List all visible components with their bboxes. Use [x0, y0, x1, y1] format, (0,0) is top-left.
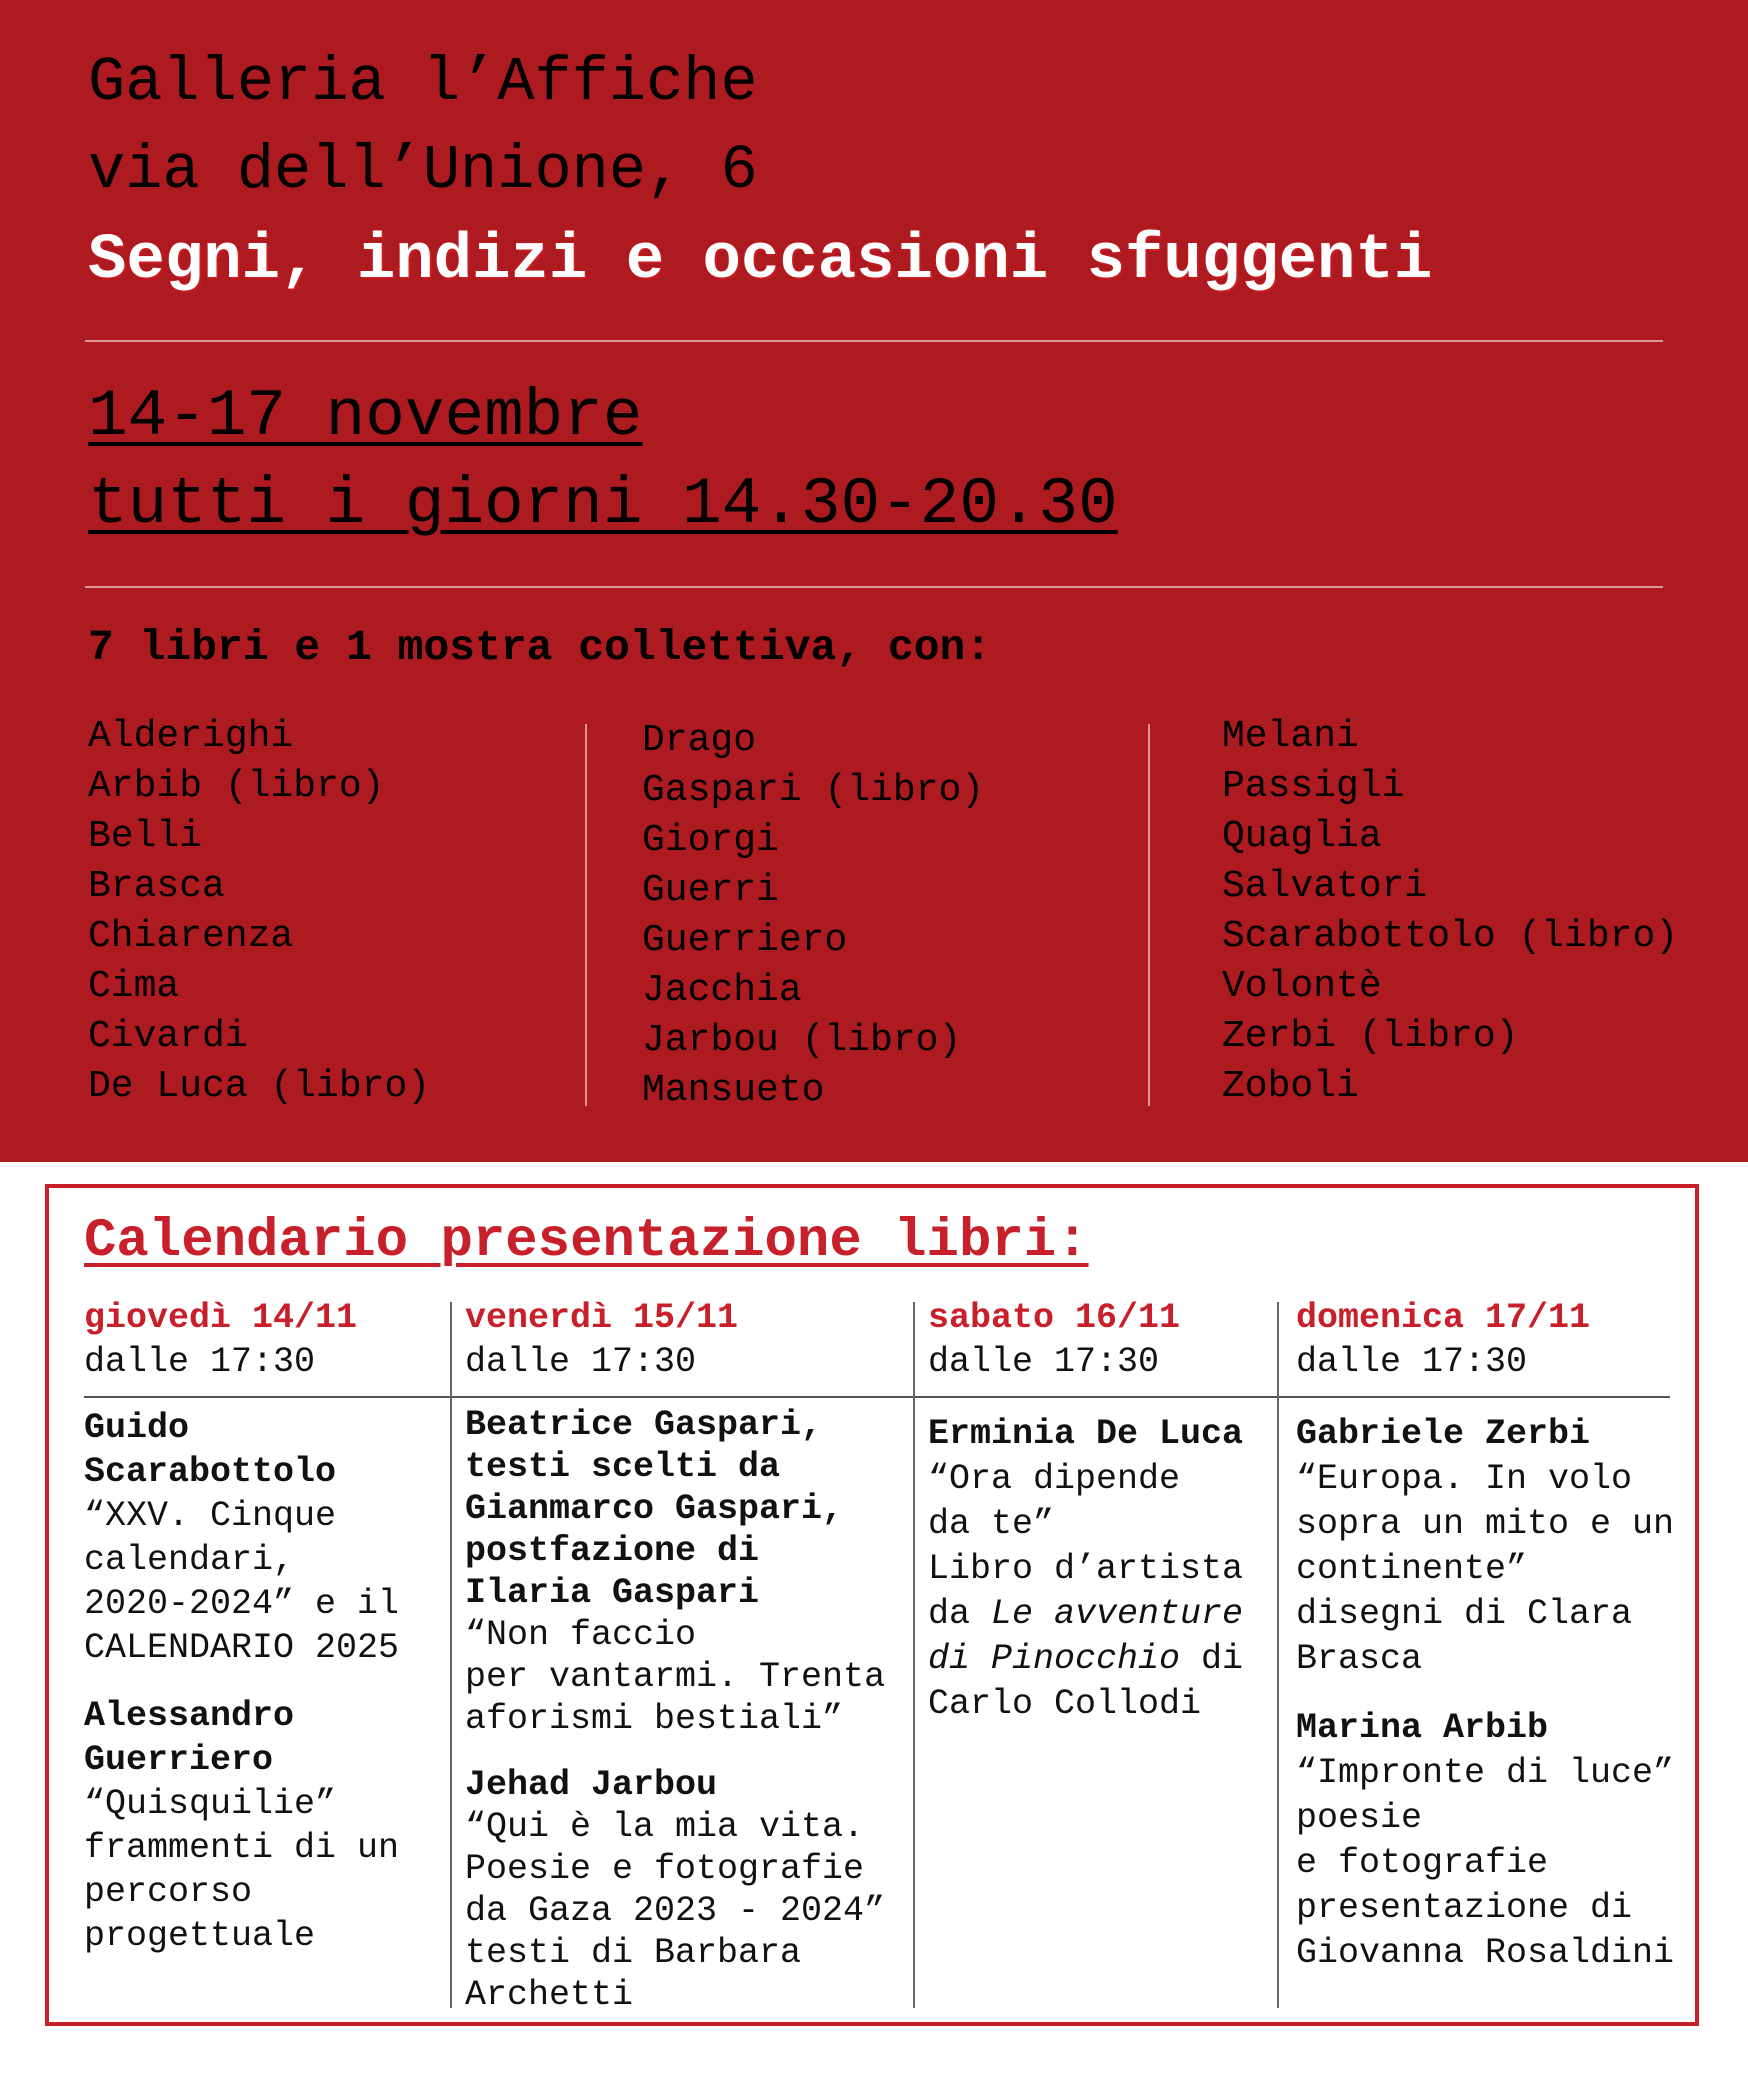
author-name: Ilaria Gaspari — [465, 1573, 760, 1613]
author-name: Jehad Jarbou — [465, 1765, 718, 1805]
book-detail: presentazione di — [1296, 1888, 1633, 1928]
book-detail: Carlo Collodi — [928, 1684, 1202, 1724]
book-detail: frammenti di un — [84, 1828, 400, 1868]
book-detail-text: di — [1180, 1639, 1244, 1679]
artist-name: Quaglia — [1222, 815, 1382, 858]
book-detail: Brasca — [1296, 1639, 1423, 1679]
day-time: dalle 17:30 — [84, 1342, 316, 1382]
artist-name: Civardi — [88, 1015, 248, 1058]
book-detail: poesie — [1296, 1798, 1423, 1838]
book-detail: e fotografie — [1296, 1843, 1549, 1883]
author-name: testi scelti da — [465, 1447, 781, 1487]
artist-name: Melani — [1222, 715, 1359, 758]
divider — [85, 340, 1663, 342]
artist-name: Chiarenza — [88, 915, 294, 958]
artist-name: Guerri — [642, 869, 779, 912]
book-detail: percorso — [84, 1872, 253, 1912]
artist-name: De Luca (libro) — [88, 1065, 431, 1108]
column-divider — [1148, 724, 1150, 1106]
book-detail: “Europa. In volo — [1296, 1459, 1633, 1499]
book-source-title: di Pinocchio — [928, 1639, 1181, 1679]
artist-name: Salvatori — [1222, 865, 1428, 908]
author-name: Marina Arbib — [1296, 1708, 1549, 1748]
artist-name: Gaspari (libro) — [642, 769, 985, 812]
book-detail: Poesie e fotografie — [465, 1849, 865, 1889]
day-header — [465, 1296, 738, 1384]
book-presentation — [465, 1404, 885, 1740]
opening-hours: tutti i giorni 14.30-20.30 — [88, 467, 1118, 542]
artist-name: Arbib (libro) — [88, 765, 385, 808]
venue-address: via dell’Unione, 6 — [88, 135, 758, 206]
author-name: Scarabottolo — [84, 1452, 337, 1492]
day-name: venerdì 15/11 — [465, 1298, 739, 1338]
author-name: Beatrice Gaspari, — [465, 1405, 823, 1445]
date-range: 14-17 novembre — [88, 379, 643, 454]
book-detail — [928, 1592, 1243, 1637]
day-header — [84, 1296, 357, 1384]
book-presentation — [84, 1406, 399, 1670]
artist-name: Jarbou (libro) — [642, 1019, 962, 1062]
book-detail: 2020-2024” e il — [84, 1584, 400, 1624]
book-detail: da Gaza 2023 - 2024” — [465, 1891, 886, 1931]
book-presentation — [928, 1412, 1243, 1727]
day-name: domenica 17/11 — [1296, 1298, 1591, 1338]
day-name: sabato 16/11 — [928, 1298, 1181, 1338]
book-presentation — [465, 1764, 885, 2016]
intro-text: 7 libri e 1 mostra collettiva, con: — [88, 623, 992, 672]
day-events — [84, 1406, 399, 1982]
book-presentation — [1296, 1706, 1674, 1976]
day-header — [1296, 1296, 1590, 1384]
book-detail-text: da — [928, 1594, 992, 1634]
artist-name: Zerbi (libro) — [1222, 1015, 1519, 1058]
day-header — [928, 1296, 1180, 1384]
artist-list-column-2 — [642, 716, 984, 1116]
artist-name: Drago — [642, 719, 757, 762]
book-detail: “Qui è la mia vita. — [465, 1807, 865, 1847]
calendar-divider — [84, 1396, 1670, 1398]
book-detail: disegni di Clara — [1296, 1594, 1633, 1634]
book-detail: “Non faccio — [465, 1615, 697, 1655]
artist-name: Scarabottolo (libro) — [1222, 915, 1679, 958]
artist-list-column-1 — [88, 712, 430, 1112]
author-name: Gianmarco Gaspari, — [465, 1489, 844, 1529]
book-detail: calendari, — [84, 1540, 295, 1580]
column-divider — [913, 1302, 915, 2008]
day-events — [1296, 1412, 1674, 2000]
column-divider — [585, 724, 587, 1106]
book-presentation — [1296, 1412, 1674, 1682]
book-detail: CALENDARIO 2025 — [84, 1628, 400, 1668]
book-detail: “Quisquilie” — [84, 1784, 337, 1824]
artist-name: Volontè — [1222, 965, 1382, 1008]
author-name: postfazione di — [465, 1531, 760, 1571]
venue-name: Galleria l’Affiche — [88, 47, 758, 118]
artist-name: Giorgi — [642, 819, 779, 862]
book-source-title: Le avventure — [991, 1594, 1244, 1634]
calendar-title: Calendario presentazione libri: — [84, 1211, 1089, 1272]
book-detail: da te” — [928, 1504, 1055, 1544]
book-presentation — [84, 1694, 399, 1958]
day-time: dalle 17:30 — [928, 1342, 1160, 1382]
artist-name: Brasca — [88, 865, 225, 908]
artist-name: Zoboli — [1222, 1065, 1359, 1108]
day-time: dalle 17:30 — [1296, 1342, 1528, 1382]
book-detail — [928, 1637, 1243, 1682]
divider — [85, 586, 1663, 588]
author-name: Guido — [84, 1408, 190, 1448]
day-name: giovedì 14/11 — [84, 1298, 358, 1338]
artist-name: Guerriero — [642, 919, 848, 962]
book-detail: “Ora dipende — [928, 1459, 1181, 1499]
book-detail: sopra un mito e un — [1296, 1504, 1675, 1544]
artist-name: Jacchia — [642, 969, 802, 1012]
artist-name: Mansueto — [642, 1069, 825, 1112]
author-name: Guerriero — [84, 1740, 274, 1780]
author-name: Gabriele Zerbi — [1296, 1414, 1591, 1454]
book-detail: Giovanna Rosaldini — [1296, 1933, 1675, 1973]
day-time: dalle 17:30 — [465, 1342, 697, 1382]
book-detail: per vantarmi. Trenta — [465, 1657, 886, 1697]
book-detail: Archetti — [465, 1975, 634, 2015]
column-divider — [1277, 1302, 1279, 2008]
day-events — [465, 1404, 885, 2040]
artist-name: Passigli — [1222, 765, 1405, 808]
exhibition-title: Segni, indizi e occasioni sfuggenti — [88, 225, 1433, 297]
book-detail: “XXV. Cinque — [84, 1496, 337, 1536]
column-divider — [450, 1302, 452, 2008]
artist-name: Cima — [88, 965, 180, 1008]
author-name: Alessandro — [84, 1696, 295, 1736]
book-detail: testi di Barbara — [465, 1933, 802, 1973]
author-name: Erminia De Luca — [928, 1414, 1244, 1454]
day-events — [928, 1412, 1243, 1751]
artist-list-column-3 — [1222, 712, 1678, 1112]
artist-name: Belli — [88, 815, 203, 858]
book-detail: progettuale — [84, 1916, 316, 1956]
artist-name: Alderighi — [88, 715, 294, 758]
book-detail: aforismi bestiali” — [465, 1699, 844, 1739]
book-detail: continente” — [1296, 1549, 1528, 1589]
book-detail: “Impronte di luce” — [1296, 1753, 1675, 1793]
book-detail: Libro d’artista — [928, 1549, 1244, 1589]
